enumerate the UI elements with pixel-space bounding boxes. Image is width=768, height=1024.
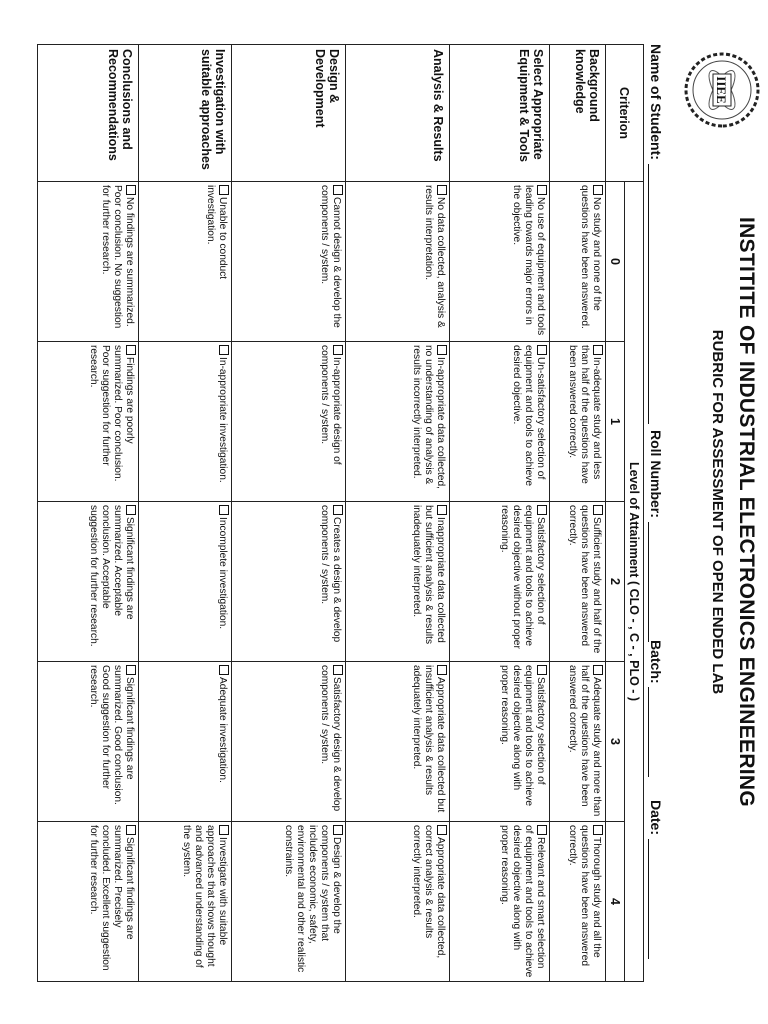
level-header-row (606, 45, 625, 982)
checkbox-icon[interactable] (333, 505, 343, 515)
rubric-row (346, 45, 450, 982)
logo-initials: IIEE (714, 76, 729, 104)
checkbox-icon[interactable] (219, 345, 229, 355)
checkbox-icon[interactable] (126, 185, 136, 195)
level-1-cell (38, 342, 139, 502)
level-header: 1 (606, 342, 625, 502)
checkbox-icon[interactable] (333, 665, 343, 675)
descriptor-text: Sufficient study and half of the questions have been answered correctly. (567, 505, 602, 654)
roll-number-line[interactable] (648, 522, 663, 642)
level-2-cell (346, 502, 450, 662)
descriptor-text: No findings are summarized. Poor conclusion. No suggestion for further research. (100, 185, 135, 329)
descriptor-text: Significant findings are summarized. Good conclusion. Good suggestion for further research. (88, 665, 135, 805)
roll-number-field[interactable] (648, 430, 664, 642)
checkbox-icon[interactable] (593, 665, 603, 675)
checkbox-icon[interactable] (437, 665, 447, 675)
descriptor-text: Satisfactory design & develop components / system. (319, 665, 342, 812)
date-line[interactable] (648, 839, 663, 959)
checkbox-icon[interactable] (126, 665, 136, 675)
level-header: 4 (606, 822, 625, 982)
student-name-line[interactable] (648, 164, 663, 424)
roll-number-label: Roll Number: (648, 430, 664, 518)
descriptor-text: No data collected, analysis & results interpretation. (423, 185, 446, 328)
rubric-row (450, 45, 550, 982)
descriptor-text: Adequate study and more than half of the questions have been answered correctly. (567, 665, 602, 817)
descriptor-text: Investigate with suitable approaches that shows thought and advanced understanding of the system. (181, 825, 228, 968)
checkbox-icon[interactable] (593, 825, 603, 835)
descriptor-text: Creates a design & develop components / system. (319, 505, 342, 643)
level-0-cell (38, 182, 139, 342)
descriptor-text: No use of equipment and tools leading towards major errors in the objective. (511, 185, 546, 336)
level-0-cell (232, 182, 346, 342)
level-3-cell (38, 662, 139, 822)
descriptor-text: In-appropriate design of components / system. (319, 345, 342, 465)
checkbox-icon[interactable] (537, 185, 547, 195)
rubric-table (37, 44, 644, 982)
criterion-cell: Investigation with suitable approaches (139, 45, 232, 182)
descriptor-text: Satisfactory selection of equipment and tools to achieve desired objective along with proper reasoning. (499, 665, 546, 807)
level-1-cell (139, 342, 232, 502)
level-4-cell (346, 822, 450, 982)
attainment-header: Level of Attainment ( CLO - , C - , PLO - ) (625, 182, 644, 982)
level-4-cell (232, 822, 346, 982)
level-3-cell (139, 662, 232, 822)
descriptor-text: Significant findings are summarized. Precisely concluded. Excellent suggestion for further research. (88, 825, 135, 971)
descriptor-text: Appropriate data collected, correct analysis & results correctly interpreted. (411, 825, 446, 959)
descriptor-text: Thorough study and all the questions have been answered correctly. (567, 825, 602, 967)
descriptor-text: Incomplete investigation. (217, 517, 228, 630)
level-3-cell (450, 662, 550, 822)
rubric-row (232, 45, 346, 982)
batch-field[interactable] (648, 640, 664, 777)
descriptor-text: Design & develop the components / system that includes economic, safety, environmental and other realistic constraints. (283, 825, 342, 973)
descriptor-text: In-appropriate data collected, no understanding of analysis & results incorrectly interpreted. (411, 345, 446, 489)
criterion-header: Criterion (606, 45, 644, 182)
checkbox-icon[interactable] (333, 345, 343, 355)
student-name-label: Name of Student: (648, 44, 664, 160)
criterion-cell: Analysis & Results (346, 45, 450, 182)
level-3-cell (232, 662, 346, 822)
level-2-cell (450, 502, 550, 662)
level-1-cell (346, 342, 450, 502)
descriptor-text: Cannot design & develop the components / system. (319, 185, 342, 328)
rubric-row (38, 45, 139, 982)
checkbox-icon[interactable] (437, 345, 447, 355)
checkbox-icon[interactable] (219, 185, 229, 195)
level-3-cell (346, 662, 450, 822)
criterion-cell: Conclusions and Recommendations (38, 45, 139, 182)
checkbox-icon[interactable] (593, 185, 603, 195)
student-name-field[interactable] (648, 44, 664, 424)
checkbox-icon[interactable] (537, 665, 547, 675)
criterion-cell: Select Appropriate Equipment & Tools (450, 45, 550, 182)
checkbox-icon[interactable] (126, 345, 136, 355)
checkbox-icon[interactable] (219, 825, 229, 835)
rubric-row (139, 45, 232, 982)
descriptor-text: Unable to conduct investigation. (205, 185, 228, 280)
level-3-cell (550, 662, 606, 822)
rubric-title: RUBRIC FOR ASSESSMENT OF OPEN ENDED LAB (709, 329, 726, 695)
descriptor-text: Relevant and smart selection of equipment and tools to achieve desired objective along with proper reasoning. (499, 825, 546, 978)
checkbox-icon[interactable] (593, 345, 603, 355)
descriptor-text: Findings are poorly summarized. Poor conclusion. Poor suggestion for further research. (88, 345, 135, 482)
level-2-cell (139, 502, 232, 662)
level-header: 2 (606, 502, 625, 662)
checkbox-icon[interactable] (537, 345, 547, 355)
descriptor-text: Un-satisfactory selection of equipment and tools to achieve desired objective. (511, 345, 546, 487)
level-0-cell (346, 182, 450, 342)
level-0-cell (550, 182, 606, 342)
level-0-cell (450, 182, 550, 342)
batch-label: Batch: (648, 640, 664, 684)
attainment-header-row (625, 45, 644, 982)
descriptor-text: No study and none of the questions have been answered. (579, 185, 602, 329)
checkbox-icon[interactable] (126, 825, 136, 835)
checkbox-icon[interactable] (333, 825, 343, 835)
descriptor-text: Adequate investigation. (217, 677, 228, 783)
descriptor-text: Inappropriate data collected but sufficient analysis & results inadequately interpreted. (411, 505, 446, 645)
level-4-cell (450, 822, 550, 982)
checkbox-icon[interactable] (437, 185, 447, 195)
level-2-cell (38, 502, 139, 662)
checkbox-icon[interactable] (537, 825, 547, 835)
level-2-cell (232, 502, 346, 662)
level-0-cell (139, 182, 232, 342)
descriptor-text: Significant findings are summarized. Acceptable conclusion. Acceptable suggestion for further research. (88, 505, 135, 647)
batch-line[interactable] (648, 687, 663, 777)
level-1-cell (450, 342, 550, 502)
checkbox-icon[interactable] (537, 505, 547, 515)
level-header: 3 (606, 662, 625, 822)
descriptor-text: Satisfactory selection of equipment and tools to achieve desired objective without proper reasoning. (499, 505, 546, 649)
level-4-cell (139, 822, 232, 982)
date-label: Date: (648, 800, 664, 836)
checkbox-icon[interactable] (437, 825, 447, 835)
level-header: 0 (606, 182, 625, 342)
criterion-cell: Background knowledge (550, 45, 606, 182)
checkbox-icon[interactable] (219, 665, 229, 675)
level-1-cell (550, 342, 606, 502)
level-1-cell (232, 342, 346, 502)
institute-title: INSTITITE OF INDUSTRIAL ELECTRONICS ENGINEERING (735, 216, 758, 808)
date-field[interactable] (648, 800, 664, 959)
checkbox-icon[interactable] (126, 505, 136, 515)
descriptor-text: In-appropriate investigation. (217, 357, 228, 483)
checkbox-icon[interactable] (219, 505, 229, 515)
criterion-cell: Design & Development (232, 45, 346, 182)
level-4-cell (550, 822, 606, 982)
checkbox-icon[interactable] (437, 505, 447, 515)
descriptor-text: In-adequate study and less than half of the questions have been answered correctly. (567, 345, 602, 484)
descriptor-text: Appropriate data collected but insufficient analysis & results adequately interpreted. (411, 665, 446, 813)
rubric-row (550, 45, 606, 982)
checkbox-icon[interactable] (593, 505, 603, 515)
level-4-cell (38, 822, 139, 982)
level-2-cell (550, 502, 606, 662)
checkbox-icon[interactable] (333, 185, 343, 195)
